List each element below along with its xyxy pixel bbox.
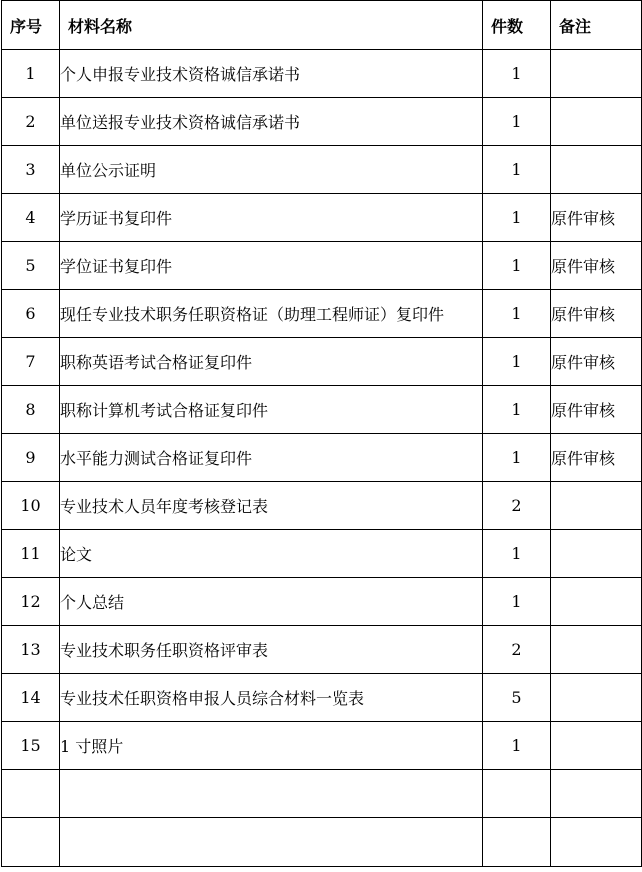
cell-count: 1	[483, 530, 551, 578]
cell-no: 9	[2, 434, 60, 482]
cell-name: 单位公示证明	[60, 146, 483, 194]
cell-note	[551, 50, 642, 98]
table-row	[2, 578, 642, 626]
cell-name: 专业技术职务任职资格评审表	[60, 626, 483, 674]
cell-name: 单位送报专业技术资格诚信承诺书	[60, 98, 483, 146]
cell-count: 1	[483, 194, 551, 242]
cell-count: 1	[483, 290, 551, 338]
cell-name: 水平能力测试合格证复印件	[60, 434, 483, 482]
cell-name: 论文	[60, 530, 483, 578]
table-row	[2, 242, 642, 290]
cell-note	[551, 626, 642, 674]
cell-count: 1	[483, 242, 551, 290]
cell-no: 8	[2, 386, 60, 434]
table-row	[2, 50, 642, 98]
cell-note	[551, 98, 642, 146]
table-row	[2, 818, 642, 867]
table-row	[2, 386, 642, 434]
cell-note	[551, 530, 642, 578]
cell-count	[483, 770, 551, 818]
cell-name	[60, 770, 483, 818]
materials-table	[1, 0, 642, 867]
cell-name	[60, 818, 483, 867]
cell-no: 6	[2, 290, 60, 338]
cell-count: 1	[483, 146, 551, 194]
cell-no: 5	[2, 242, 60, 290]
cell-no: 11	[2, 530, 60, 578]
cell-no: 14	[2, 674, 60, 722]
cell-note	[551, 722, 642, 770]
table-row	[2, 290, 642, 338]
table-header-row	[2, 1, 642, 50]
cell-count: 1	[483, 50, 551, 98]
table-row	[2, 530, 642, 578]
header-name: 材料名称	[60, 1, 483, 50]
cell-note: 原件审核	[551, 434, 642, 482]
cell-count: 1	[483, 722, 551, 770]
cell-note: 原件审核	[551, 338, 642, 386]
cell-count: 2	[483, 626, 551, 674]
cell-name: 职称计算机考试合格证复印件	[60, 386, 483, 434]
cell-note: 原件审核	[551, 386, 642, 434]
cell-count: 1	[483, 578, 551, 626]
table-row	[2, 146, 642, 194]
cell-no: 2	[2, 98, 60, 146]
table-row	[2, 338, 642, 386]
cell-note	[551, 818, 642, 867]
table-row	[2, 98, 642, 146]
cell-name: 学历证书复印件	[60, 194, 483, 242]
cell-no: 7	[2, 338, 60, 386]
cell-name: 专业技术人员年度考核登记表	[60, 482, 483, 530]
cell-name: 职称英语考试合格证复印件	[60, 338, 483, 386]
cell-name: 学位证书复印件	[60, 242, 483, 290]
cell-note	[551, 674, 642, 722]
cell-no: 13	[2, 626, 60, 674]
cell-count: 1	[483, 434, 551, 482]
cell-count: 5	[483, 674, 551, 722]
cell-note: 原件审核	[551, 290, 642, 338]
cell-no: 10	[2, 482, 60, 530]
cell-no	[2, 818, 60, 867]
table-row	[2, 482, 642, 530]
cell-note: 原件审核	[551, 194, 642, 242]
table-row	[2, 674, 642, 722]
cell-no: 3	[2, 146, 60, 194]
cell-name: 专业技术任职资格申报人员综合材料一览表	[60, 674, 483, 722]
cell-no	[2, 770, 60, 818]
cell-count: 1	[483, 338, 551, 386]
header-note: 备注	[551, 1, 642, 50]
table-row	[2, 626, 642, 674]
table-row	[2, 770, 642, 818]
cell-note	[551, 482, 642, 530]
cell-name: 个人总结	[60, 578, 483, 626]
cell-no: 15	[2, 722, 60, 770]
cell-name: 1 寸照片	[60, 722, 483, 770]
header-no: 序号	[2, 1, 60, 50]
cell-count: 1	[483, 98, 551, 146]
cell-count: 2	[483, 482, 551, 530]
cell-name: 个人申报专业技术资格诚信承诺书	[60, 50, 483, 98]
cell-name: 现任专业技术职务任职资格证（助理工程师证）复印件	[60, 290, 483, 338]
table-row	[2, 722, 642, 770]
table-row	[2, 194, 642, 242]
cell-count: 1	[483, 386, 551, 434]
cell-no: 12	[2, 578, 60, 626]
cell-note	[551, 770, 642, 818]
cell-no: 1	[2, 50, 60, 98]
cell-note: 原件审核	[551, 242, 642, 290]
cell-note	[551, 578, 642, 626]
cell-count	[483, 818, 551, 867]
header-count: 件数	[483, 1, 551, 50]
cell-note	[551, 146, 642, 194]
table-row	[2, 434, 642, 482]
cell-no: 4	[2, 194, 60, 242]
